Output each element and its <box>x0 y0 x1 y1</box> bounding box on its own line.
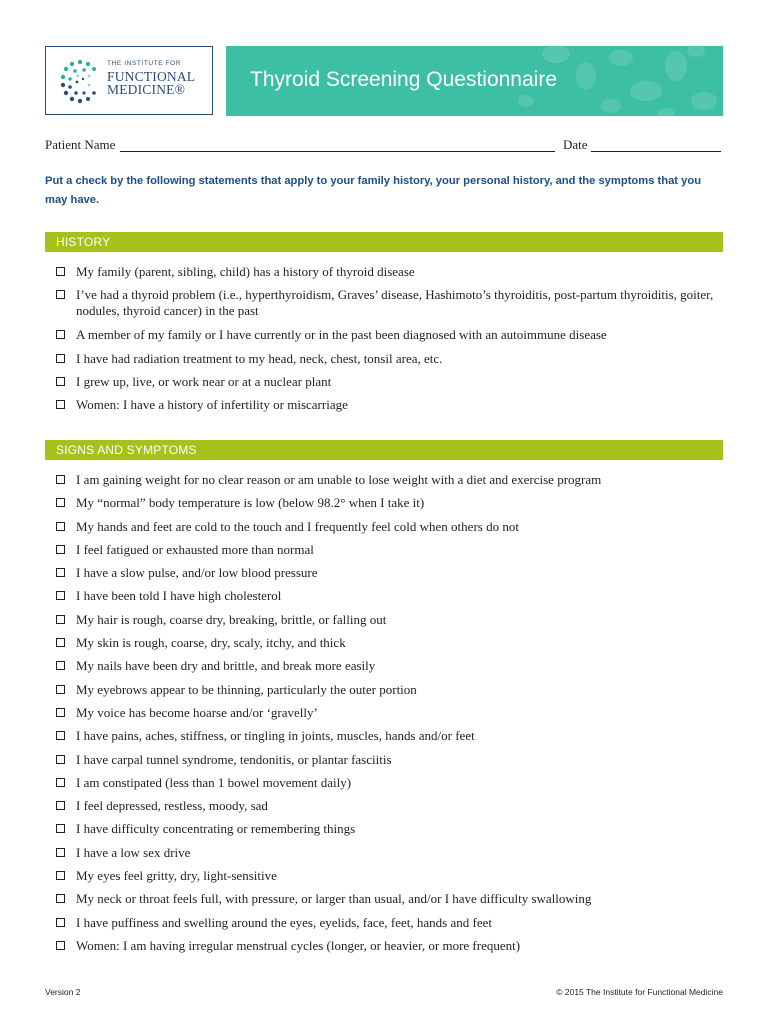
list-item <box>56 775 723 791</box>
item-text: I have carpal tunnel syndrome, tendonitis, or plantar fasciitis <box>76 751 392 767</box>
list-item <box>56 658 723 674</box>
item-text: I have a low sex drive <box>76 844 191 860</box>
item-text: I have had radiation treatment to my head, neck, chest, tonsil area, etc. <box>76 350 443 366</box>
list-item <box>56 495 723 511</box>
list-item <box>56 351 723 367</box>
list-item <box>56 472 723 488</box>
item-text: I have been told I have high cholesterol <box>76 588 282 604</box>
checkbox-icon[interactable] <box>56 330 65 339</box>
checkbox-icon[interactable] <box>56 354 65 363</box>
list-item <box>56 821 723 837</box>
title-banner <box>226 46 723 116</box>
list-item <box>56 728 723 744</box>
checkbox-icon[interactable] <box>56 848 65 857</box>
checkbox-icon[interactable] <box>56 591 65 600</box>
list-item <box>56 868 723 884</box>
checkbox-icon[interactable] <box>56 918 65 927</box>
item-text: I have puffiness and swelling around the eyes, eyelids, face, feet, hands and feet <box>76 914 492 930</box>
item-text: I grew up, live, or work near or at a nuclear plant <box>76 373 332 389</box>
item-text: I have a slow pulse, and/or low blood pressure <box>76 565 318 581</box>
checkbox-icon[interactable] <box>56 871 65 880</box>
logo <box>45 46 213 115</box>
item-text: I’ve had a thyroid problem (i.e., hyperthyroidism, Graves’ disease, Hashimoto’s thyroiditis, post-partum thyroiditis, goiter, nodules, thyroid cancer) in the past <box>76 287 714 318</box>
item-text: I am constipated (less than 1 bowel movement daily) <box>76 774 352 790</box>
list-item <box>56 635 723 651</box>
history-list <box>56 264 723 413</box>
list-item <box>56 397 723 413</box>
logo-line-3: MEDICINE® <box>107 82 186 97</box>
checkbox-icon[interactable] <box>56 894 65 903</box>
item-text: A member of my family or I have currently or in the past been diagnosed with an autoimmune disease <box>76 327 607 342</box>
checkbox-icon[interactable] <box>56 522 65 531</box>
item-text: My nails have been dry and brittle, and break more easily <box>76 658 376 674</box>
checkbox-icon[interactable] <box>56 400 65 409</box>
checkbox-icon[interactable] <box>56 267 65 276</box>
symptoms-heading: SIGNS AND SYMPTOMS <box>45 440 723 460</box>
list-item <box>56 752 723 768</box>
list-item <box>56 327 723 343</box>
list-item <box>56 519 723 535</box>
copyright-label: © 2015 The Institute for Functional Medicine <box>556 987 723 997</box>
checkbox-icon[interactable] <box>56 941 65 950</box>
item-text: Women: I have a history of infertility or miscarriage <box>76 397 348 412</box>
item-text: My hands and feet are cold to the touch and I frequently feel cold when others do not <box>76 518 519 534</box>
checkbox-icon[interactable] <box>56 475 65 484</box>
checkbox-icon[interactable] <box>56 568 65 577</box>
symptoms-list <box>56 472 723 961</box>
item-text: My skin is rough, coarse, dry, scaly, itchy, and thick <box>76 635 346 651</box>
item-text: My eyebrows appear to be thinning, particularly the outer portion <box>76 681 417 697</box>
date-label: Date <box>563 137 588 152</box>
checkbox-icon[interactable] <box>56 638 65 647</box>
version-label: Version 2 <box>45 987 81 997</box>
logo-wordmark <box>107 61 195 97</box>
date-field[interactable] <box>591 151 721 152</box>
list-item <box>56 938 723 954</box>
list-item <box>56 705 723 721</box>
list-item <box>56 612 723 628</box>
list-item <box>56 542 723 558</box>
patient-fields <box>45 137 723 153</box>
logo-line-1: THE INSTITUTE FOR <box>107 60 182 67</box>
checkbox-icon[interactable] <box>56 824 65 833</box>
item-text: My neck or throat feels full, with pressure, or larger than usual, and/or I have difficulty swallowing <box>76 891 592 907</box>
list-item <box>56 845 723 861</box>
checkbox-icon[interactable] <box>56 377 65 386</box>
item-text: I have pains, aches, stiffness, or tingling in joints, muscles, hands and/or feet <box>76 728 475 744</box>
checkbox-icon[interactable] <box>56 498 65 507</box>
list-item <box>56 798 723 814</box>
list-item <box>56 287 723 319</box>
checkbox-icon[interactable] <box>56 290 65 299</box>
item-text: My voice has become hoarse and/or ‘gravelly’ <box>76 704 318 720</box>
list-item <box>56 264 723 280</box>
list-item <box>56 891 723 907</box>
item-text: I feel depressed, restless, moody, sad <box>76 798 268 814</box>
logo-line-2: FUNCTIONAL <box>107 68 196 84</box>
item-text: I feel fatigued or exhausted more than normal <box>76 541 314 557</box>
checkbox-icon[interactable] <box>56 801 65 810</box>
history-heading: HISTORY <box>45 232 723 252</box>
checkbox-icon[interactable] <box>56 661 65 670</box>
dot-circle-logo-icon <box>58 57 102 105</box>
list-item <box>56 374 723 390</box>
page-title: Thyroid Screening Questionnaire <box>250 68 558 91</box>
checkbox-icon[interactable] <box>56 755 65 764</box>
checkbox-icon[interactable] <box>56 615 65 624</box>
item-text: My family (parent, sibling, child) has a history of thyroid disease <box>76 264 415 279</box>
patient-name-label: Patient Name <box>45 137 116 152</box>
list-item <box>56 565 723 581</box>
item-text: I have difficulty concentrating or remembering things <box>76 821 356 837</box>
list-item <box>56 588 723 604</box>
item-text: My hair is rough, coarse dry, breaking, brittle, or falling out <box>76 611 387 627</box>
item-text: My “normal” body temperature is low (below 98.2° when I take it) <box>76 495 425 511</box>
item-text: I am gaining weight for no clear reason or am unable to lose weight with a diet and exercise program <box>76 472 602 487</box>
list-item <box>56 915 723 931</box>
patient-name-field[interactable] <box>120 151 555 152</box>
checkbox-icon[interactable] <box>56 778 65 787</box>
instructions: Put a check by the following statements that apply to your family history, your personal history, and the symptoms that you may have. <box>45 175 702 206</box>
list-item <box>56 682 723 698</box>
item-text: Women: I am having irregular menstrual cycles (longer, or heavier, or more frequent) <box>76 937 521 953</box>
checkbox-icon[interactable] <box>56 731 65 740</box>
checkbox-icon[interactable] <box>56 708 65 717</box>
item-text: My eyes feel gritty, dry, light-sensitive <box>76 868 277 884</box>
checkbox-icon[interactable] <box>56 545 65 554</box>
checkbox-icon[interactable] <box>56 685 65 694</box>
